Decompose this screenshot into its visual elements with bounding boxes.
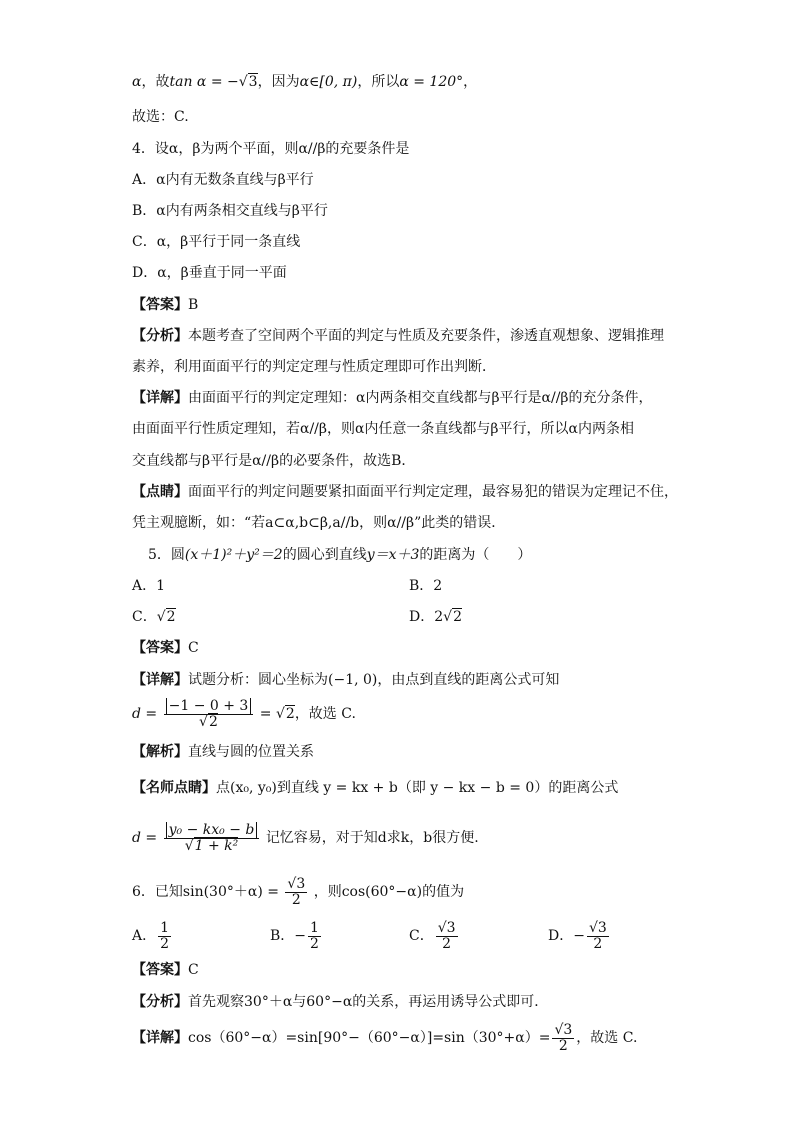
fraction-numerator: 1 xyxy=(310,919,319,936)
fraction-denominator: 2 xyxy=(310,935,319,952)
q4-detail-line-3: 交直线都与β平行是α//β的必要条件，故选B． xyxy=(132,453,416,469)
detail-tag: 【详解】 xyxy=(132,1030,188,1046)
text-segment: ，故选 C. xyxy=(294,706,356,722)
fraction-denominator: 2 xyxy=(558,1037,568,1054)
detail-text: 试题分析：圆心坐标为(−1, 0)，由点到直线的距离公式可知 xyxy=(188,672,560,688)
fraction-numerator: √3 xyxy=(287,875,306,892)
q6-answer xyxy=(132,960,199,980)
q5-option-a: A．1 xyxy=(132,578,166,594)
fraction xyxy=(285,877,307,908)
text-segment: ，因为 xyxy=(257,74,300,90)
answer-value: C xyxy=(188,962,199,978)
fraction-numerator: √3 xyxy=(437,919,456,936)
option-label: A． xyxy=(132,928,157,944)
comment-text: 面面平行的判定问题要紧扣面面平行判定定理，最容易犯的错误为定理记不住， xyxy=(188,484,678,500)
fraction-denominator: 2 xyxy=(160,935,170,952)
text-segment: 6．已知sin(30°＋α) = xyxy=(132,884,279,900)
result-expression: α = 120° xyxy=(399,74,464,90)
comment-tag: 【点睛】 xyxy=(132,484,188,500)
answer-value: B xyxy=(188,297,199,313)
text-segment: ， xyxy=(463,74,478,90)
q4-analysis-line-2: 素养，利用面面平行的判定定理与性质定理即可作出判断． xyxy=(132,359,496,375)
option-label: C． xyxy=(132,609,157,625)
sqrt-value: 2 xyxy=(285,706,295,722)
q5-option-d: D．2√2 xyxy=(409,609,462,625)
detail-text: 由面面平行的判定定理知：α内两条相交直线都与β平行是α//β的充分条件， xyxy=(188,390,653,406)
tan-expression: tan α = − xyxy=(169,74,239,90)
fraction-numerator: √3 xyxy=(554,1021,573,1038)
parse-tag: 【解析】 xyxy=(132,744,188,760)
fraction-numerator: −1 − 0 + 3 xyxy=(166,698,252,714)
q5-teacher-line xyxy=(132,778,618,798)
teacher-text: 点(x₀, y₀)到直线 y = kx + b（即 y − kx − b = 0）的距离公式 xyxy=(216,780,619,796)
formula-note: 记忆容易，对于知d求k，b很方便. xyxy=(265,830,479,846)
text-segment: ，故 xyxy=(141,74,170,90)
q4-stem: 4．设α，β为两个平面，则α//β的充要条件是 xyxy=(132,141,410,157)
answer-value: C xyxy=(188,640,199,656)
q4-answer xyxy=(132,295,198,315)
q4-option-a: A．α内有无数条直线与β平行 xyxy=(132,172,314,188)
detail-end: ，故选 C. xyxy=(576,1030,638,1046)
fraction xyxy=(308,921,321,952)
text-segment: ，则cos(60°−α)的值为 xyxy=(313,884,465,900)
line-equation: y＝x＋3 xyxy=(366,547,420,563)
q4-comment-line-2: 凭主观臆断，如：“若a⊂α,b⊂β,a//b，则α//β”此类的错误． xyxy=(132,515,506,531)
q5-parse-line xyxy=(132,742,314,762)
detail-tag: 【详解】 xyxy=(132,672,188,688)
option-label: D．2 xyxy=(409,609,444,625)
sqrt-value: 2 xyxy=(166,609,176,625)
q6-stem xyxy=(132,874,464,910)
q4-detail-line-1 xyxy=(132,388,653,408)
q5-option-b: B．2 xyxy=(409,578,443,594)
q4-analysis-line-1 xyxy=(132,326,664,346)
answer-tag: 【答案】 xyxy=(132,962,188,978)
detail-tag: 【详解】 xyxy=(132,390,188,406)
text-segment: 的圆心到直线 xyxy=(282,547,367,563)
q4-detail-line-2: 由面面平行性质定理知，若α//β，则α内任意一条直线都与β平行，所以α内两条相 xyxy=(132,421,634,437)
analysis-tag: 【分析】 xyxy=(132,994,188,1010)
formula-lhs: d = xyxy=(132,706,158,722)
circle-equation: (x＋1)²＋y²＝2 xyxy=(184,547,283,563)
prev-solution-line: α，故tan α = −√3，因为α∈[0, π)，所以α = 120°， xyxy=(132,74,478,90)
choose-line: 故选：C. xyxy=(132,109,189,125)
fraction xyxy=(587,921,609,952)
fraction-denominator: 1 + k² xyxy=(194,837,239,854)
fraction: $\frac{-1 - 0 + 3}{√2}$ xyxy=(164,699,254,730)
detail-text: cos（60°−α）=sin[90°−（60°−α）]=sin（30°+α）= xyxy=(188,1030,551,1046)
q5-general-formula xyxy=(132,816,479,860)
fraction: $\frac{\text{y₀ − kx₀ − b}}{\text{√1 + k²}}$ xyxy=(164,823,260,854)
interval-expression: α∈[0, π) xyxy=(299,74,358,90)
teacher-tag: 【名师点睛】 xyxy=(132,780,216,796)
answer-tag: 【答案】 xyxy=(132,640,188,656)
q4-option-b: B．α内有两条相交直线与β平行 xyxy=(132,203,328,219)
q6-detail-line xyxy=(132,1018,637,1058)
formula-lhs: d = xyxy=(132,830,158,846)
fraction-numerator: 1 xyxy=(160,919,170,936)
parse-text: 直线与圆的位置关系 xyxy=(188,744,314,760)
fraction-numerator: √3 xyxy=(588,919,607,936)
text-segment: 的距离为（ ） xyxy=(419,547,532,563)
q6-analysis-line xyxy=(132,992,548,1012)
sqrt-value: 3 xyxy=(248,74,258,90)
text-segment: ，所以 xyxy=(357,74,400,90)
option-label: D．− xyxy=(548,928,585,944)
answer-tag: 【答案】 xyxy=(132,297,188,313)
fraction-denominator: 2 xyxy=(442,935,452,952)
q6-option-d xyxy=(548,918,611,954)
sqrt-value: 2 xyxy=(453,609,462,625)
text-segment: 5．圆 xyxy=(148,547,185,563)
q5-detail-line-1 xyxy=(132,670,559,690)
option-label: B．− xyxy=(270,928,307,944)
q5-answer xyxy=(132,638,199,658)
analysis-text: 本题考查了空间两个平面的判定与性质及充要条件，渗透直观想象、逻辑推理 xyxy=(188,328,664,344)
q4-option-d: D．α，β垂直于同一平面 xyxy=(132,265,287,281)
analysis-text: 首先观察30°＋α与60°−α的关系，再运用诱导公式即可． xyxy=(188,994,549,1010)
fraction xyxy=(158,921,171,952)
fraction-numerator: y₀ − kx₀ − b xyxy=(166,822,258,838)
q5-stem xyxy=(148,545,531,565)
q5-distance-formula: d = $\frac{-1 - 0 + 3}{√2}$ = √2，故选 C. xyxy=(132,697,356,730)
option-label: C． xyxy=(409,928,434,944)
analysis-tag: 【分析】 xyxy=(132,328,188,344)
q6-option-b xyxy=(270,918,323,954)
fraction-denominator: 2 xyxy=(593,935,603,952)
fraction xyxy=(436,921,458,952)
q4-comment-line-1 xyxy=(132,482,678,502)
q6-option-a xyxy=(132,918,173,954)
q4-option-c: C．α，β平行于同一条直线 xyxy=(132,234,301,250)
equals-sign: = xyxy=(259,706,272,722)
q5-option-c: C．√2 xyxy=(132,609,176,625)
fraction-denominator: 2 xyxy=(291,891,301,908)
alpha-symbol: α xyxy=(132,74,142,90)
fraction xyxy=(552,1023,574,1054)
fraction-denominator: 2 xyxy=(208,713,218,730)
q6-option-c xyxy=(409,918,460,954)
